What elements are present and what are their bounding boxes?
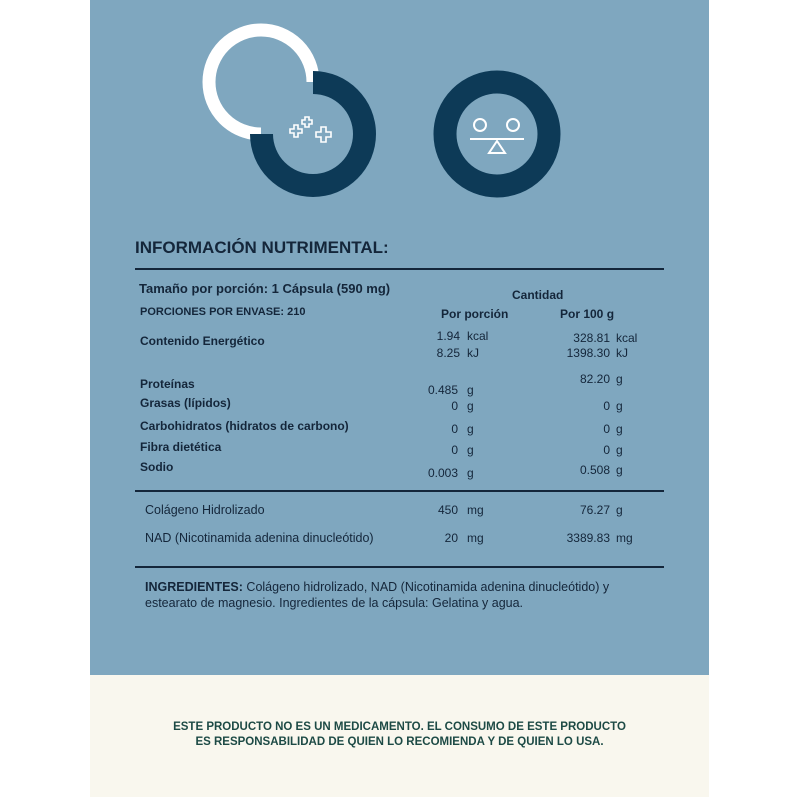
unit: g xyxy=(616,463,623,477)
balance-scale-icon xyxy=(445,82,549,186)
ingredients-text: Colágeno hidrolizado, NAD (Nicotinamida adenina dinucleótido) y estearato de magnesio. Ingredientes de la cápsula: Gelatina y agua. xyxy=(145,580,610,610)
ingredients-label: INGREDIENTES: xyxy=(145,580,243,594)
nutrient-serving: 0.003 xyxy=(427,466,458,480)
nutrient-serving: 0 xyxy=(451,443,458,457)
nutrient-label: Proteínas xyxy=(140,377,195,391)
unit: g xyxy=(467,422,474,436)
unit: mg xyxy=(467,531,484,545)
nutrient-per-100g: 0.508 xyxy=(579,463,610,477)
divider xyxy=(135,268,664,270)
unit: g xyxy=(616,503,623,517)
disclaimer-line: ESTE PRODUCTO NO ES UN MEDICAMENTO. EL CONSUMO DE ESTE PRODUCTO xyxy=(173,721,626,733)
unit: g xyxy=(616,443,623,457)
disclaimer xyxy=(90,720,709,750)
disclaimer-line: ES RESPONSABILIDAD DE QUIEN LO RECOMIENDA Y DE QUIEN LO USA. xyxy=(195,736,604,748)
unit: g xyxy=(467,399,474,413)
active-per-100g: 76.27 xyxy=(579,503,610,517)
active-per-100g: 3389.83 xyxy=(566,531,610,545)
unit: kJ xyxy=(616,346,628,360)
active-serving: 20 xyxy=(444,531,458,545)
unit: g xyxy=(616,399,623,413)
nutrient-label: Grasas (lípidos) xyxy=(140,396,231,410)
ingredients xyxy=(145,579,645,611)
energy-label: Contenido Energético xyxy=(140,334,265,348)
icons xyxy=(0,0,800,220)
unit: g xyxy=(616,372,623,386)
section-title: INFORMACIÓN NUTRIMENTAL: xyxy=(135,238,389,257)
unit: g xyxy=(467,443,474,457)
nutrient-serving: 0 xyxy=(451,422,458,436)
quantity-header: Cantidad xyxy=(512,288,564,302)
nutrient-label: Sodio xyxy=(140,460,174,474)
unit: mg xyxy=(467,503,484,517)
divider xyxy=(135,566,664,568)
active-serving: 450 xyxy=(437,503,458,517)
divider xyxy=(135,490,664,492)
nutrient-per-100g: 0 xyxy=(603,399,610,413)
active-label: NAD (Nicotinamida adenina dinucleótido) xyxy=(145,531,374,545)
nutrient-label: Carbohidratos (hidratos de carbono) xyxy=(140,419,349,433)
plus-crosses-icon xyxy=(290,117,331,142)
nutrient-label: Fibra dietética xyxy=(140,440,222,454)
unit: g xyxy=(467,466,474,480)
partial-donut-health-icon xyxy=(209,30,376,197)
unit: g xyxy=(616,422,623,436)
serving-size: Tamaño por porción: 1 Cápsula (590 mg) xyxy=(139,281,391,296)
unit: kcal xyxy=(616,331,638,345)
energy-kcal-100: 328.81 xyxy=(573,331,610,345)
nutrient-serving: 0 xyxy=(451,399,458,413)
energy-kj-100: 1398.30 xyxy=(566,346,610,360)
active-label: Colágeno Hidrolizado xyxy=(145,503,265,517)
servings-per-container: PORCIONES POR ENVASE: 210 xyxy=(140,306,306,318)
unit: g xyxy=(467,383,474,397)
nutrient-per-100g: 0 xyxy=(603,443,610,457)
per-100g-header: Por 100 g xyxy=(560,307,615,321)
energy-kj-serving: 8.25 xyxy=(436,346,460,360)
unit: mg xyxy=(616,531,633,545)
energy-kcal-serving: 1.94 xyxy=(436,329,460,343)
nutrient-per-100g: 82.20 xyxy=(579,372,610,386)
unit: kcal xyxy=(467,329,489,343)
nutrient-per-100g: 0 xyxy=(603,422,610,436)
per-serving-header: Por porción xyxy=(441,307,509,321)
unit: kJ xyxy=(467,346,479,360)
nutrient-serving: 0.485 xyxy=(427,383,458,397)
